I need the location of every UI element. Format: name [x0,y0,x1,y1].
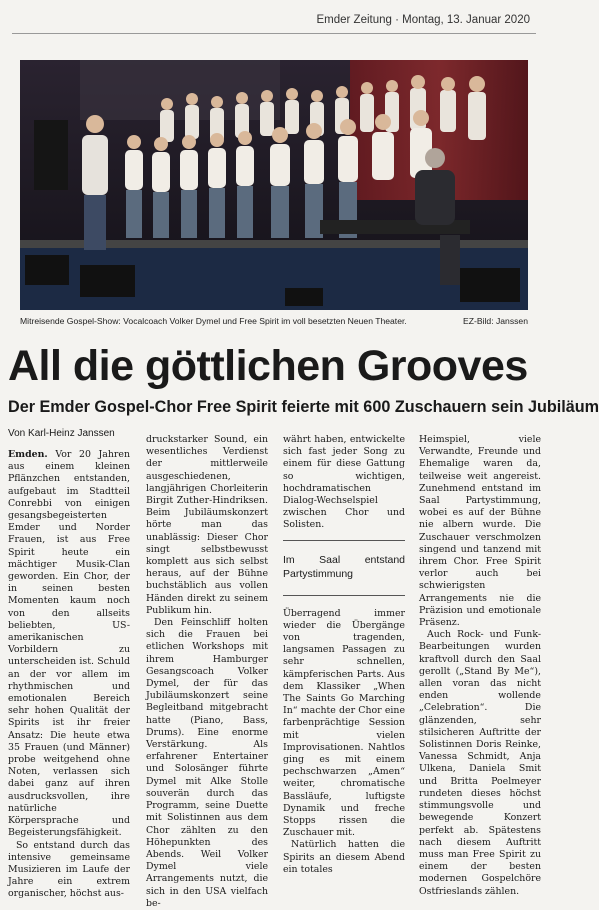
concert-photo [20,60,528,310]
dateline-city: Emden. [8,449,48,460]
article-column-1 [8,449,130,900]
article-author: Von Karl-Heinz Janssen [8,428,115,439]
photo-caption-row [20,316,528,326]
paragraph [8,449,130,840]
paragraph: So entstand durch das intensive gemeinsame Musizieren im Laufe der Jahre ein extrem organischer, höchst aus- [8,839,130,900]
article-column-4 [419,434,541,897]
photo-credit: EZ-Bild: Janssen [463,316,528,326]
paragraph: währt haben, entwickelte sich fast jeder Song zu einem für diese Gattung so wichtigen, hochdramatischen Dialog-Wechselspiel zwischen Chor und Solisten. [283,434,405,531]
article-subheading: Im Saal entstand Partystimmung [283,540,405,596]
paragraph: Heimspiel, viele Verwandte, Freunde und Ehemalige waren da, teilweise weit angereist. Zunehmend entstand im Saal Partystimmung, wobei es auf der Bühne nie albern wurde. Die Zuschauer verschmolzen singend und tanzend mit ihrem Chor. Free Spirit verlor auch bei schwierigsten Arrangements nie die Präzision und emotionale Präsenz. [419,434,541,629]
photo-caption: Mitreisende Gospel-Show: Vocalcoach Volker Dymel und Free Spirit im voll besetzten Neuen Theater. [20,316,407,326]
header-divider [12,33,536,34]
article-headline: All die göttlichen Grooves [8,342,528,390]
article-column-2 [146,434,268,909]
paragraph: Den Feinschliff holten sich die Frauen bei etlichen Workshops mit ihrem Hamburger Gesangscoach Volker Dymel, der für das Jubiläumskonzert seine Begleitband mitgebracht hatte (Piano, Bass, Drums). Eine enorme Verstärkung. Als erfahrener Entertainer und Solosänger führte Dymel mit Alke Stolle souverän durch das Programm, seine Duette mit Solistinnen aus dem Chor zählten zu den Höhepunkten des Abends. Weil Volker Dymel viele Arrangements nutzt, die sich in den USA vielfach be- [146,617,268,909]
paragraph: Natürlich hatten die Spirits an diesem Abend ein totales [283,839,405,875]
choir-stage-illustration [20,60,528,310]
newspaper-dateline: Emder Zeitung · Montag, 13. Januar 2020 [316,14,530,26]
paragraph: Auch Rock- und Funk-Bearbeitungen wurden kraftvoll durch den Saal gerollt („Stand By Me“), allen voran das nicht enden wollende „Celebration“. Die glänzenden, sehr stilsicheren Auftritte der Solistinnen Doris Reinke, Vanessa Schmidt, Anja Ulkena, Daniela Smit und Britta Poelmeyer rundeten dieses höchst stimmungsvolle und bewegende Konzert perfekt ab. Spätestens nach diesem Auftritt muss man Free Spirit zu einem der besten modernen Gospelchöre Ostfrieslands zählen. [419,629,541,897]
article-column-3 [283,434,405,875]
paragraph: druckstarker Sound, ein wesentliches Verdienst der mittlerweile ausgeschiedenen, langjährigen Chorleiterin Birgit Zuther-Hindriksen. Beim Jubiläumskonzert hörte man das unablässig: Dieser Chor singt selbstbewusst komplett aus sich selbst heraus, auf der Bühne buchstäblich aus vollen Händen direkt zu seinem Publikum hin. [146,434,268,616]
paragraph: Überragend immer wieder die Übergänge von tragenden, langsamen Passagen zu sehr schnellen, kämpferischen Parts. Aus dem Klassiker „When The Saints Go Marching In“ machte der Chor eine farbenprächtige Session mit vielen Improvisationen. Nahtlos ging es mit einem pechschwarzen „Amen“ weiter, chromatische Bassläufe, luftigste Dynamik und freche Stopps rissen die Zuschauer mit. [283,607,405,839]
article-subline: Der Emder Gospel-Chor Free Spirit feierte mit 600 Zuschauern sein Jubiläum [8,398,599,416]
paragraph-text: Vor 20 Jahren aus einem kleinen Pflänzchen entstanden, aufgebaut im Stadtteil Conrebbi von einigen gesangsbegeisterten Emder und Norder Frauen, ist aus Free Spirit heute ein mächtiger Musik-Clan geworden. Ein Chor, der in seinen besten Momenten kaum noch von den allseits beliebten, US-amerikanischen Vorbildern zu unterscheiden ist. Schuld an der vor allem im rhythmischen und emotionalen Bereich sehr hohen Qualität der Spirits ist ihr freier Ansatz: Die heute etwa 35 Frauen (und Männer) probe weitgehend ohne Noten, verlassen sich dabei ganz auf ihren ausdrucksvollen, ihre natürliche Körpersprache und Begeisterungsfähigkeit. [8,449,130,839]
